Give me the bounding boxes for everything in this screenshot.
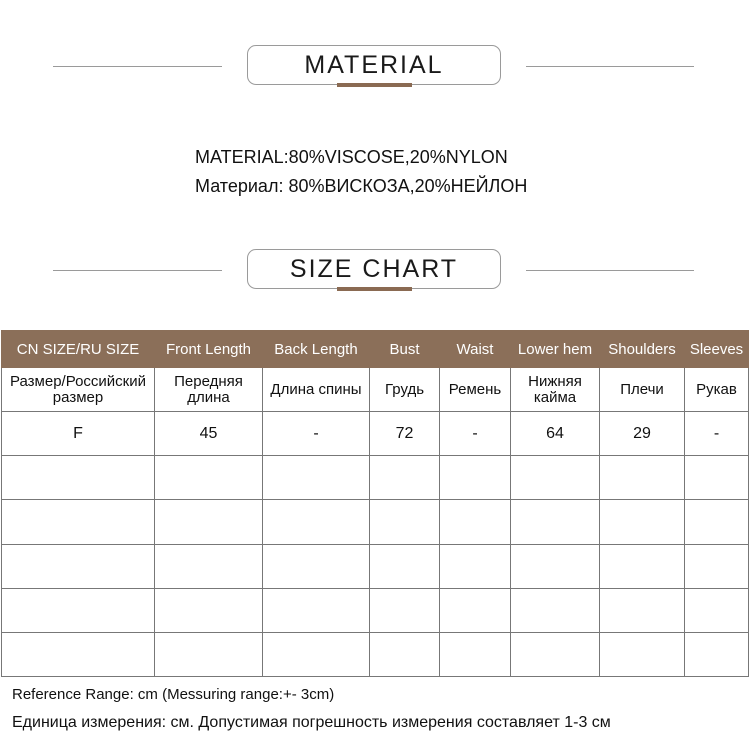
size-chart-table: [1, 330, 749, 677]
divider-line-left: [53, 270, 222, 271]
material-title: MATERIAL: [247, 45, 501, 85]
table-row-empty: [2, 632, 749, 676]
table-header-row: [2, 331, 749, 368]
col-header-ru-shoulders: Плечи: [600, 368, 685, 412]
divider-line-left: [53, 66, 222, 67]
table-cell: F: [2, 412, 155, 456]
table-row-empty: [2, 456, 749, 500]
title-underline: [337, 287, 412, 291]
col-header-ru-size: Размер/Российский размер: [2, 368, 155, 412]
col-header-waist: Waist: [440, 331, 511, 368]
divider-line-right: [526, 66, 694, 67]
table-header-row-ru: [2, 368, 749, 412]
table-row-empty: [2, 588, 749, 632]
table-cell: 45: [155, 412, 263, 456]
table-row-empty: [2, 544, 749, 588]
material-composition-ru: Материал: 80%ВИСКОЗА,20%НЕЙЛОН: [195, 176, 528, 196]
table-cell: -: [685, 412, 749, 456]
reference-range-note-ru: Единица измерения: см. Допустимая погрешность измерения составляет 1-3 см: [12, 714, 611, 731]
table-cell: 64: [511, 412, 600, 456]
col-header-sleeves: Sleeves: [685, 331, 749, 368]
col-header-ru-waist: Ремень: [440, 368, 511, 412]
col-header-ru-sleeves: Рукав: [685, 368, 749, 412]
title-underline: [337, 83, 412, 87]
col-header-front-length: Front Length: [155, 331, 263, 368]
table-cell: -: [263, 412, 370, 456]
col-header-lower-hem: Lower hem: [511, 331, 600, 368]
reference-range-note-en: Reference Range: cm (Messuring range:+- 3cm): [12, 686, 335, 703]
table-row: [2, 412, 749, 456]
col-header-ru-back-length: Длина спины: [263, 368, 370, 412]
table-cell: 29: [600, 412, 685, 456]
table-cell: 72: [370, 412, 440, 456]
material-section-header: [0, 45, 750, 95]
col-header-shoulders: Shoulders: [600, 331, 685, 368]
table-row-empty: [2, 500, 749, 544]
size-chart-section-header: [0, 249, 750, 299]
col-header-size: CN SIZE/RU SIZE: [2, 331, 155, 368]
col-header-ru-front-length: Передняя длина: [155, 368, 263, 412]
col-header-back-length: Back Length: [263, 331, 370, 368]
col-header-ru-lower-hem: Нижняя кайма: [511, 368, 600, 412]
col-header-ru-bust: Грудь: [370, 368, 440, 412]
table-cell: -: [440, 412, 511, 456]
size-chart-title: SIZE CHART: [247, 249, 501, 289]
divider-line-right: [526, 270, 694, 271]
material-composition-en: MATERIAL:80%VISCOSE,20%NYLON: [195, 147, 508, 167]
col-header-bust: Bust: [370, 331, 440, 368]
